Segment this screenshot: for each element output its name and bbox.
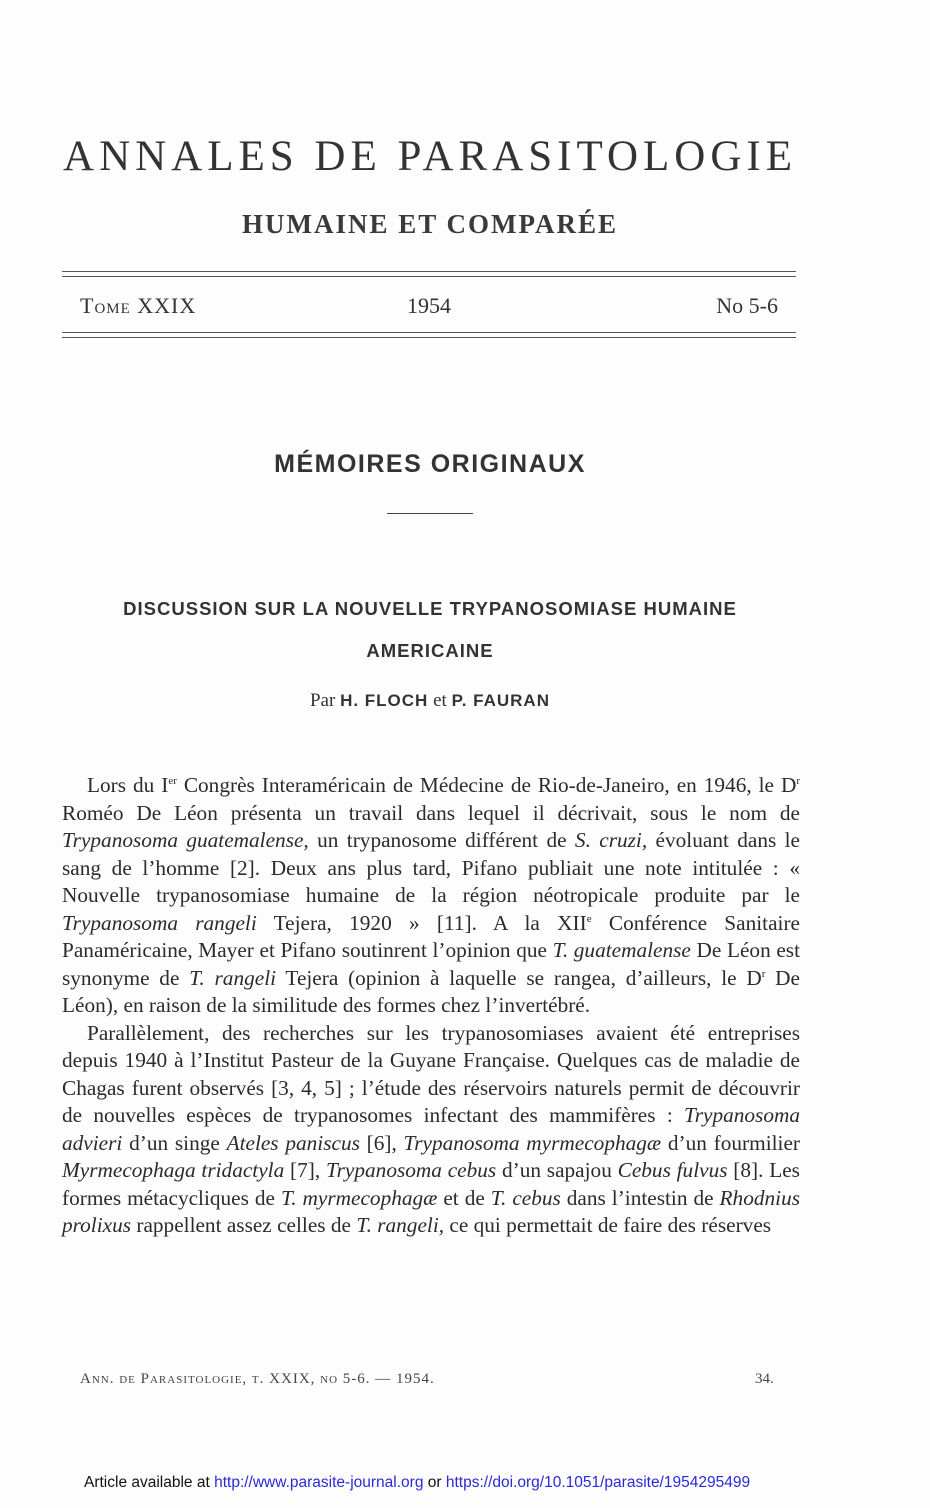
byline-conjunction: et: [433, 690, 447, 711]
issue-meta-row: [80, 293, 778, 323]
article-title: [55, 588, 805, 672]
article-body: [62, 772, 800, 1240]
header-rule-bottom: [62, 332, 796, 333]
availability-middle: or: [423, 1474, 446, 1491]
paragraph-1: Lors du Ier Congrès Interaméricain de Médecine de Rio-de-Janeiro, en 1946, le $D^r$ Roméo De Léon présenta un travail dans lequel il décrivait, sous le nom de Trypanosoma guatemalense, un trypanosome différent de S. cruzi, évoluant dans le sang de l’homme [2]. Deux ans plus tard, Pifano publiait une note intitulée : « Nouvelle trypanosomiase humaine de la région néotropicale produite par le Trypanosoma rangeli Tejera, 1920 » [11]. A la XIIe Conférence Sanitaire Panaméricaine, Mayer et Pifano soutinrent l’opinion que T. guatemalense De Léon est synonyme de T. rangeli Tejera (opinion à laquelle se rangea, d’ailleurs, le $D^r$ De Léon), en raison de la similitude des formes chez l’invertébré.: [62, 773, 801, 1017]
doi-link[interactable]: https://doi.org/10.1051/parasite/1954295499: [445, 1474, 751, 1491]
header-rule-bottom-double: [62, 337, 796, 338]
article-title-line-2: AMERICAINE: [366, 640, 494, 661]
header-rule-top: [62, 271, 796, 272]
author-1: H. FLOCH: [340, 691, 429, 710]
availability-prefix: Article available at: [84, 1474, 215, 1491]
journal-title: ANNALES DE PARASITOLOGIE: [63, 133, 797, 180]
byline: [60, 690, 800, 712]
article-title-line-1: DISCUSSION SUR LA NOUVELLE TRYPANOSOMIASE HUMAINE: [123, 598, 737, 619]
section-divider: [387, 513, 473, 514]
author-2: P. FAURAN: [451, 691, 550, 710]
year-label: 1954: [407, 293, 451, 318]
tome-label: Tome XXIX: [80, 293, 197, 318]
page-number: 34.: [755, 1371, 774, 1387]
footer-citation: Ann. de Parasitologie, t. XXIX, no 5-6. — 1954.: [80, 1371, 435, 1387]
paragraph-2: Parallèlement, des recherches sur les trypanosomiases avaient été entreprises depuis 1940 à l’Institut Pasteur de la Guyane Française. Quelques cas de maladie de Chagas furent observés [3, 4, 5] ; l’étude des réservoirs naturels permit de découvrir de nouvelles espèces de trypanosomes infectant des mammifères : Trypanosoma advieri d’un singe Ateles paniscus [6], Trypanosoma myrmecophagæ d’un fourmilier Myrmecophaga tridactyla [7], Trypanosoma cebus d’un sapajou Cebus fulvus [8]. Les formes métacycliques de T. myrmecophagæ et de T. cebus dans l’intestin de Rhodnius prolixus rappellent assez celles de T. rangeli, ce qui permettait de faire des réserves: [62, 1020, 801, 1237]
section-heading: MÉMOIRES ORIGINAUX: [274, 450, 586, 478]
journal-subtitle: HUMAINE ET COMPARÉE: [241, 209, 618, 239]
issue-number: No 5-6: [716, 293, 778, 318]
journal-link[interactable]: http://www.parasite-journal.org: [214, 1474, 424, 1491]
availability-note: [84, 1474, 750, 1492]
byline-prefix: Par: [309, 690, 336, 711]
header-rule-top-double: [62, 276, 796, 277]
